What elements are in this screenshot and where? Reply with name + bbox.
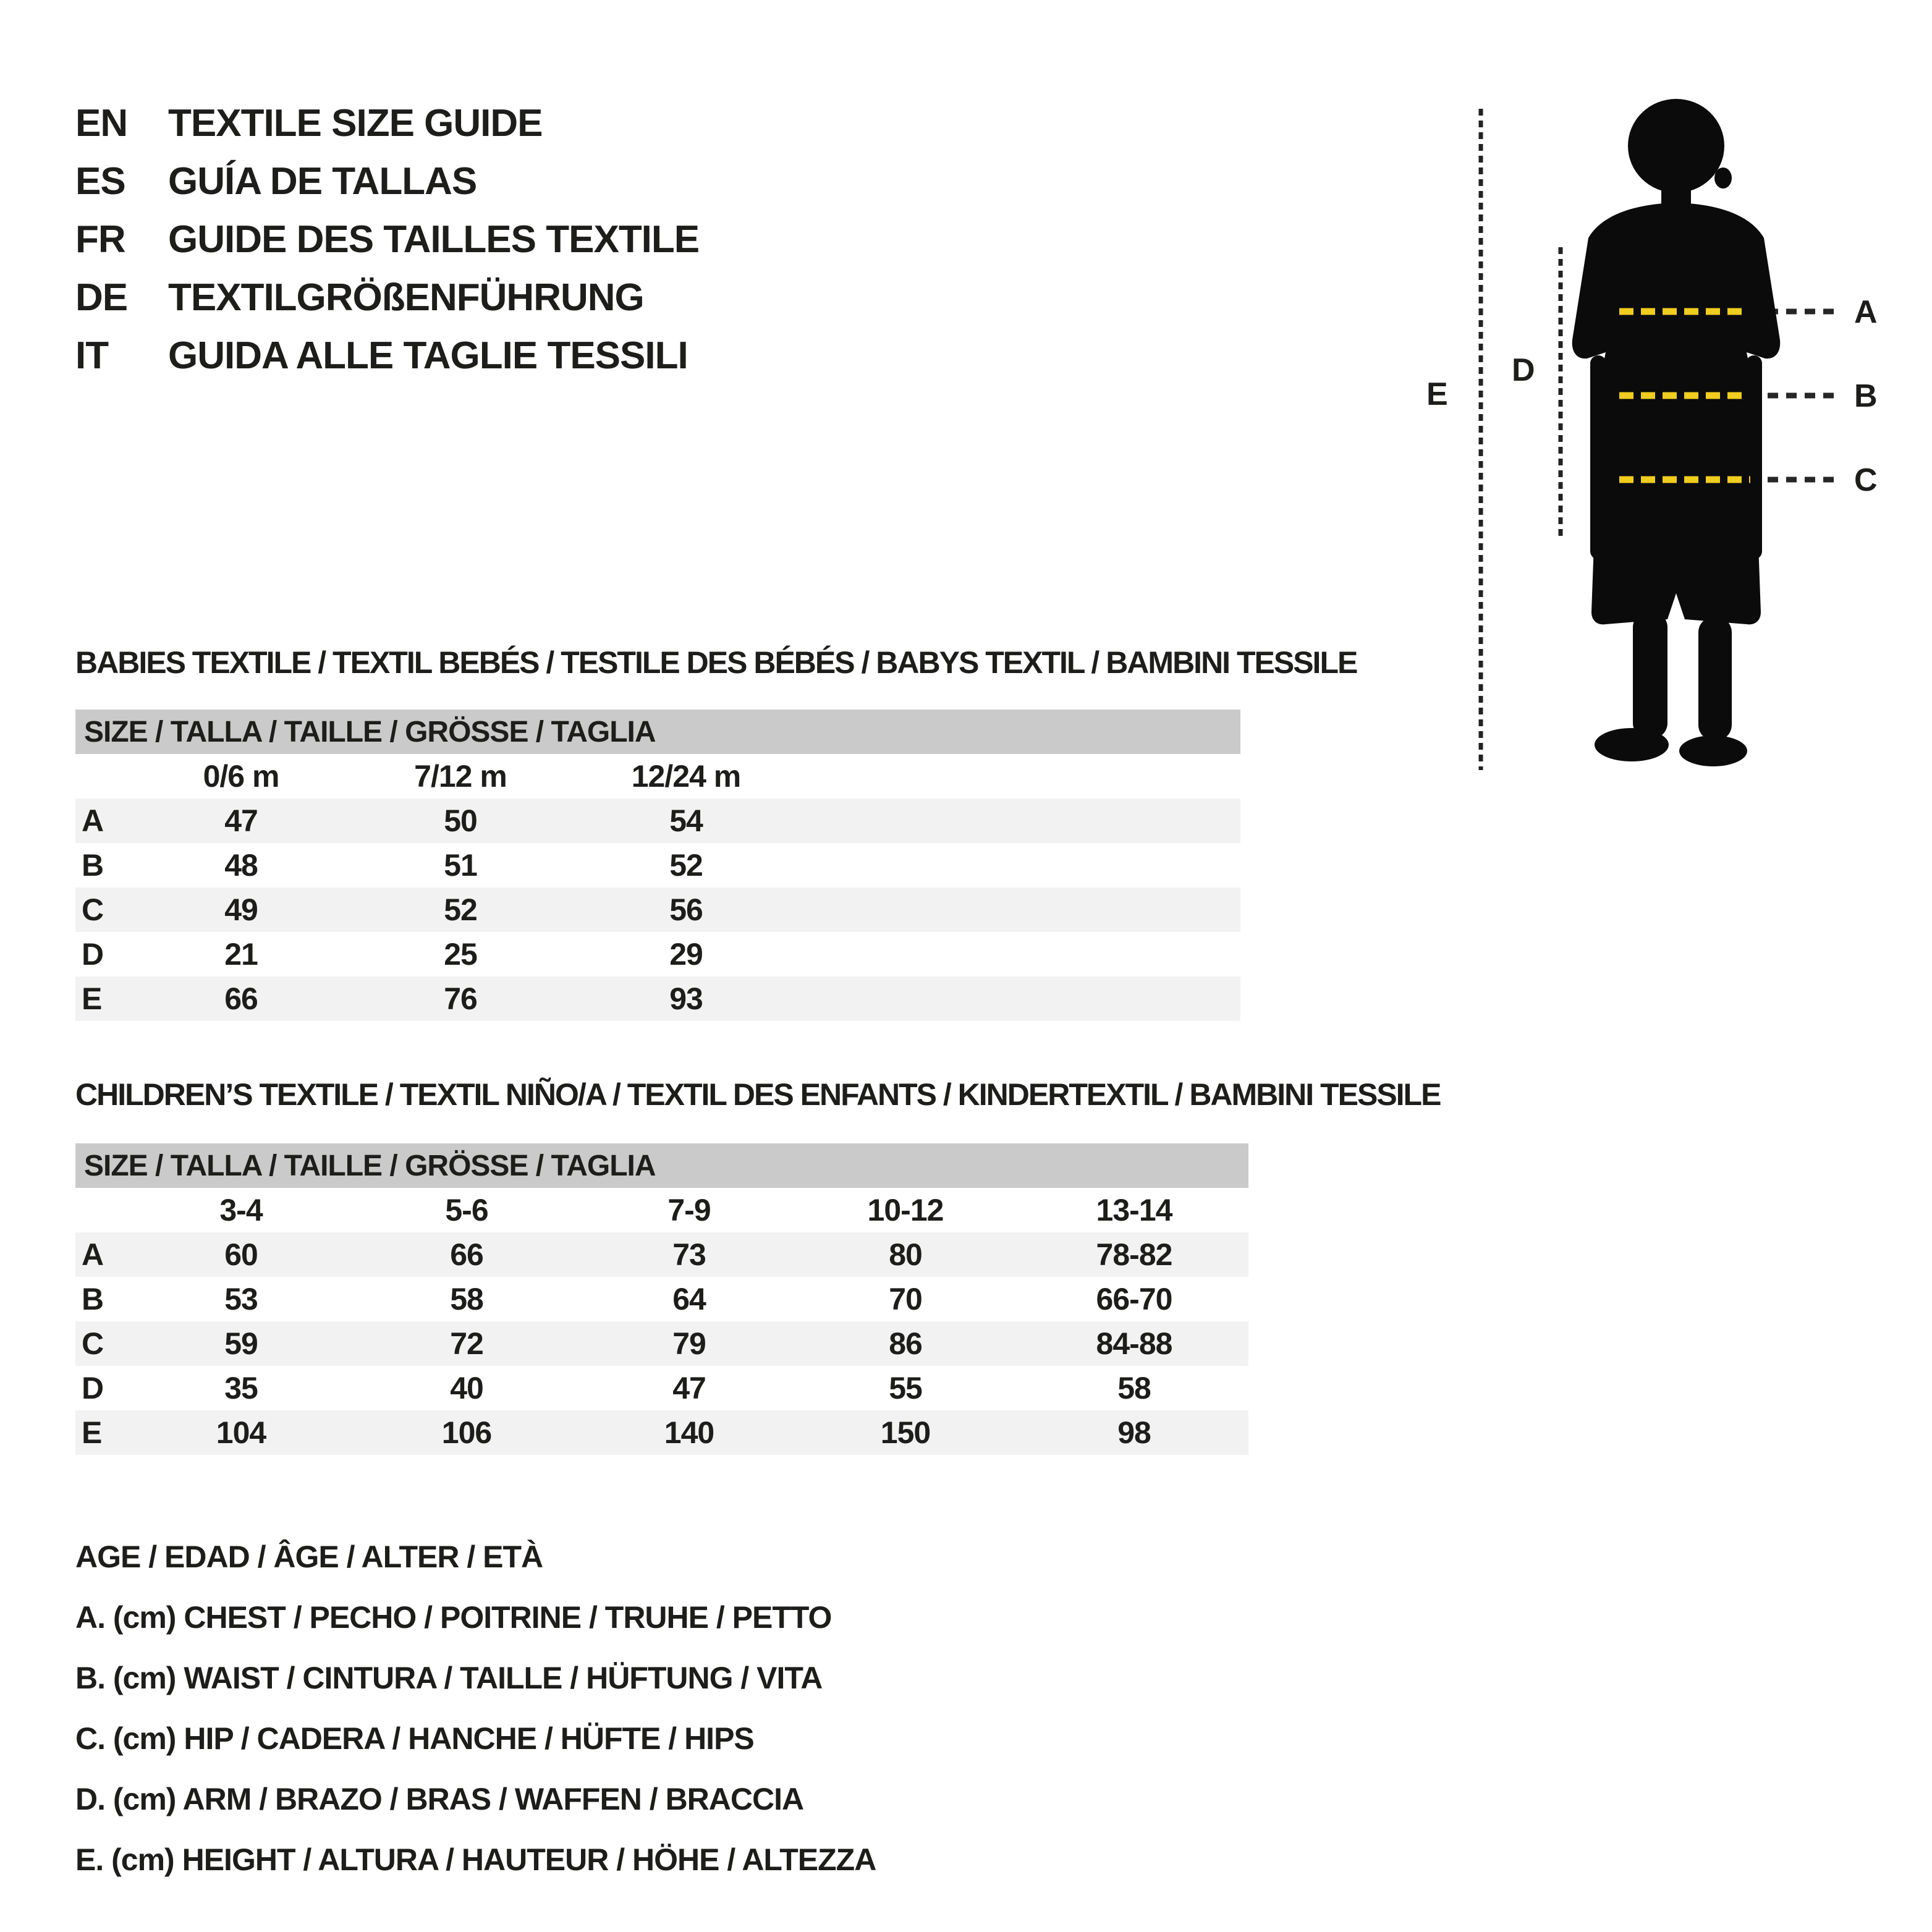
column-header: 10-12: [867, 1193, 944, 1227]
language-code: FR: [75, 218, 125, 261]
figure-label-A: A: [1854, 294, 1878, 330]
column-header: 13-14: [1096, 1193, 1172, 1227]
language-code: ES: [75, 159, 125, 203]
language-row: [75, 210, 699, 268]
cell-value: 80: [889, 1237, 922, 1272]
column-header: 3-4: [219, 1193, 263, 1227]
measurement-figure: [1409, 80, 1932, 797]
cell-value: 54: [669, 803, 703, 838]
language-title: TEXTILE SIZE GUIDE: [168, 101, 543, 145]
row-label: D: [82, 1371, 104, 1405]
language-code: EN: [75, 101, 128, 145]
table-row: [75, 1277, 1248, 1321]
babies-table-title: BABIES TEXTILE / TEXTIL BEBÉS / TESTILE DES BÉBÉS / BABYS TEXTIL / BAMBINI TESSILE: [75, 645, 1357, 680]
table-row: [75, 932, 1240, 977]
table-row: [75, 977, 1240, 1021]
measurement-legend: [75, 1527, 876, 1890]
cell-value: 53: [224, 1282, 258, 1316]
row-label: C: [82, 1326, 104, 1361]
childrens-size-header: SIZE / TALLA / TAILLE / GRÖSSE / TAGLIA: [75, 1143, 1248, 1188]
cell-value: 72: [450, 1326, 483, 1361]
language-title: GUIDA ALLE TAGLIE TESSILI: [168, 334, 688, 377]
cell-value: 49: [224, 892, 258, 927]
legend-line: E. (cm) HEIGHT / ALTURA / HAUTEUR / HÖHE / ALTEZZA: [75, 1842, 876, 1877]
row-label: A: [82, 1237, 104, 1272]
cell-value: 79: [672, 1326, 706, 1361]
cell-value: 52: [444, 892, 477, 927]
language-title-list: [75, 94, 699, 384]
language-row: [75, 152, 699, 210]
cell-value: 86: [889, 1326, 922, 1361]
column-header: 12/24 m: [631, 759, 741, 794]
cell-value: 47: [224, 803, 258, 838]
row-label: E: [82, 1415, 103, 1450]
language-row: [75, 268, 699, 326]
cell-value: 21: [224, 937, 258, 972]
column-header: 7/12 m: [414, 759, 507, 794]
cell-value: 48: [224, 848, 258, 883]
cell-value: 84-88: [1096, 1326, 1172, 1361]
figure-label-D: D: [1512, 352, 1535, 388]
cell-value: 66-70: [1096, 1282, 1172, 1316]
table-row: [75, 1232, 1248, 1277]
cell-value: 104: [216, 1415, 266, 1450]
cell-value: 56: [669, 892, 703, 927]
child-silhouette-icon: [1572, 99, 1781, 766]
cell-value: 52: [669, 848, 703, 883]
table-row: [75, 799, 1240, 843]
row-label: B: [82, 1282, 104, 1316]
cell-value: 66: [224, 981, 258, 1016]
column-header: 7-9: [667, 1193, 711, 1227]
cell-value: 51: [444, 848, 477, 883]
legend-line: C. (cm) HIP / CADERA / HANCHE / HÜFTE / HIPS: [75, 1721, 754, 1756]
cell-value: 55: [889, 1371, 922, 1405]
language-title: TEXTILGRÖßENFÜHRUNG: [168, 276, 644, 319]
row-label: A: [82, 803, 104, 838]
cell-value: 66: [450, 1237, 483, 1272]
cell-value: 58: [1117, 1371, 1151, 1405]
language-title: GUIDE DES TAILLES TEXTILE: [168, 218, 700, 261]
childrens-table: [75, 1143, 1248, 1455]
language-code: IT: [75, 334, 109, 377]
row-label: C: [82, 892, 104, 927]
cell-value: 150: [880, 1415, 931, 1450]
cell-value: 76: [444, 981, 477, 1016]
cell-value: 25: [444, 937, 477, 972]
row-label: B: [82, 848, 104, 883]
cell-value: 29: [669, 937, 703, 972]
legend-line: B. (cm) WAIST / CINTURA / TAILLE / HÜFTUNG / VITA: [75, 1661, 823, 1695]
legend-line: A. (cm) CHEST / PECHO / POITRINE / TRUHE / PETTO: [75, 1600, 832, 1635]
cell-value: 106: [441, 1415, 492, 1450]
cell-value: 40: [450, 1371, 483, 1405]
row-label: E: [82, 981, 103, 1016]
figure-label-E: E: [1426, 376, 1448, 412]
language-row: [75, 94, 699, 152]
legend-line: D. (cm) ARM / BRAZO / BRAS / WAFFEN / BRACCIA: [75, 1782, 804, 1816]
cell-value: 60: [224, 1237, 258, 1272]
cell-value: 140: [664, 1415, 714, 1450]
cell-value: 70: [889, 1282, 922, 1316]
language-row: [75, 326, 699, 384]
babies-column-header-row: [75, 754, 1240, 799]
babies-table: [75, 710, 1240, 1021]
language-code: DE: [75, 276, 128, 319]
figure-label-C: C: [1854, 462, 1878, 498]
cell-value: 93: [669, 981, 703, 1016]
cell-value: 35: [224, 1371, 258, 1405]
childrens-table-title: CHILDREN’S TEXTILE / TEXTIL NIÑO/A / TEXTIL DES ENFANTS / KINDERTEXTIL / BAMBINI TESSILE: [75, 1077, 1441, 1112]
cell-value: 78-82: [1096, 1237, 1172, 1272]
cell-value: 59: [224, 1326, 258, 1361]
table-row: [75, 1321, 1248, 1366]
table-row: [75, 1410, 1248, 1455]
cell-value: 47: [672, 1371, 706, 1405]
childrens-column-header-row: [75, 1188, 1248, 1232]
babies-size-header: SIZE / TALLA / TAILLE / GRÖSSE / TAGLIA: [75, 710, 1240, 754]
cell-value: 64: [672, 1282, 706, 1316]
table-row: [75, 843, 1240, 888]
cell-value: 50: [444, 803, 477, 838]
language-title: GUÍA DE TALLAS: [168, 159, 477, 203]
figure-label-B: B: [1854, 378, 1878, 414]
cell-value: 98: [1117, 1415, 1151, 1450]
table-row: [75, 1366, 1248, 1410]
cell-value: 58: [450, 1282, 483, 1316]
legend-line: AGE / EDAD / ÂGE / ALTER / ETÀ: [75, 1540, 543, 1574]
column-header: 0/6 m: [203, 759, 279, 794]
column-header: 5-6: [445, 1193, 488, 1227]
cell-value: 73: [672, 1237, 706, 1272]
row-label: D: [82, 937, 104, 972]
table-row: [75, 888, 1240, 932]
